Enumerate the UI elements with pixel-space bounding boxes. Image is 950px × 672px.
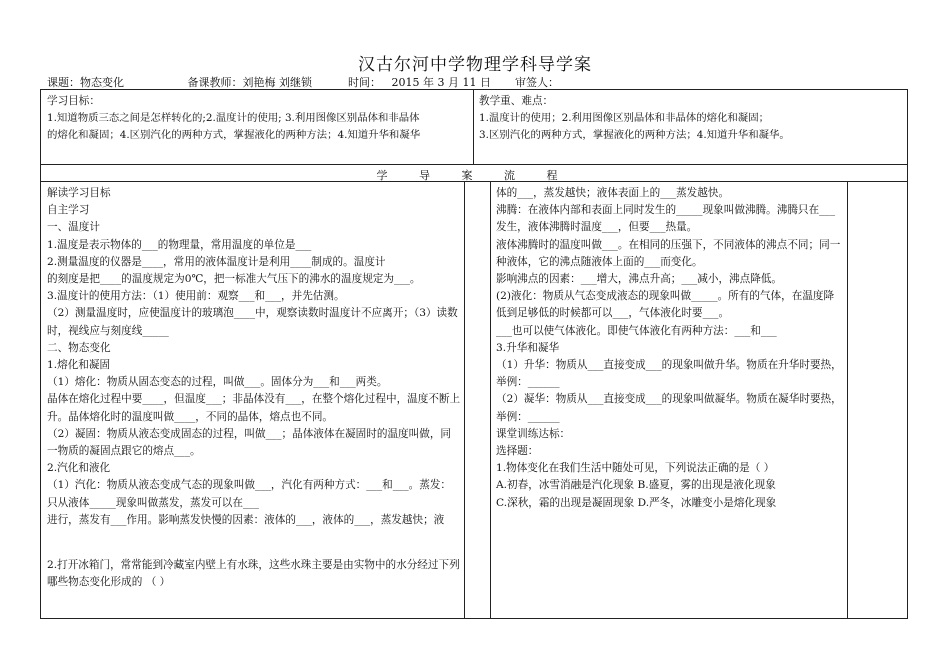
objectives-heading: 学习目标： [47, 95, 100, 107]
flow-heading: 学 导 案 流 程 [376, 169, 572, 182]
question-line: （1）熔化：物质从固态变态的过程，叫做___。固体分为___和___两类。 [47, 376, 388, 389]
left-column [47, 185, 461, 591]
key-points-heading: 教学重、难点： [479, 95, 554, 107]
section-heading: 一、温度计 [47, 221, 100, 234]
section-heading: 选择题： [496, 445, 539, 458]
objectives-line: 1.知道物质三态之间是怎样转化的;2.温度计的使用; 3.利用图像区别晶体和非晶体 [47, 112, 420, 125]
approver-label: 审签人： [515, 76, 559, 89]
time-label: 时间： [348, 76, 381, 89]
question-line: 的刻度是把____的温度规定为0℃，把一标准大气压下的沸水的温度规定为___。 [47, 273, 421, 286]
page-title: 汉古尔河中学物理学科导学案 [358, 55, 592, 75]
key-points-line: 3.区别汽化的两种方式，掌握液化的两种方法；4.知道升华和凝华。 [479, 129, 790, 142]
subsection-heading: 2.汽化和液化 [47, 462, 111, 475]
subsection-heading: 1.熔化和凝固 [47, 359, 111, 372]
subsection-heading: 3.升华和凝华 [496, 341, 560, 354]
option-line: A.初春，冰雪消融是汽化现象 B.盛夏，雾的出现是液化现象 [496, 479, 776, 492]
question-line: 液体沸腾时的温度叫做___。在相同的压强下，不同液体的沸点不同；同一种液体，它的沸点随液体上面的___而变化。 [496, 238, 841, 268]
option-line: C.深秋，霜的出现是凝固现象 D.严冬，冰雕变小是熔化现象 [496, 496, 777, 509]
question-line: （1）升华：物质从___直接变成___的现象叫做升华。物质在升华时要热，举例：______ [496, 359, 842, 389]
divider-line [464, 181, 465, 619]
key-points-line: 1.温度计的使用；2.利用图像区别晶体和非晶体的熔化和凝固； [479, 112, 769, 125]
question-line: 1.物体变化在我们生活中随处可见，下列说法正确的是（ ） [496, 462, 775, 475]
divider-line [490, 181, 491, 619]
right-column [496, 185, 844, 512]
question-line: 2.打开冰箱门，常常能到冷藏室内壁上有水珠，这些水珠主要是由实物中的水分经过下列哪些物态变化形成的 （ ） [47, 559, 460, 589]
key-points-cell [479, 93, 904, 145]
question-line: （1）汽化：物质从液态变成气态的现象叫做___，汽化有两种方式：___和___。蒸发：只从液体_____现象叫做蒸发，蒸发可以在___ [47, 479, 452, 509]
section-line: 解读学习目标 [47, 187, 111, 199]
time-value: 2015 年 3 月 11 日 [391, 76, 491, 89]
objectives-cell [47, 93, 469, 145]
question-line: 进行，蒸发有___作用。影响蒸发快慢的因素：液体的___，液体的___，蒸发越快；液 [47, 513, 445, 526]
teachers-label: 备课教师：刘艳梅 刘继锁 [187, 76, 312, 89]
objectives-line: 的熔化和凝固；4.区别汽化的两种方式，掌握液化的两种方法；4.知道升华和凝华 [47, 129, 421, 142]
question-line: 体的___，蒸发越快；液体表面上的___蒸发越快。 [496, 187, 730, 199]
section-line: 自主学习 [47, 204, 90, 217]
question-line: (2)液化：物质从气态变成液态的现象叫做_____。所有的气体，在温度降低到足够低的时候都可以___，气体液化时要___。 [496, 290, 835, 320]
divider-line [847, 181, 848, 619]
question-line: 2.测量温度的仪器是____，常用的液体温度计是利用____制成的。温度计 [47, 255, 386, 268]
section-heading: 二、物态变化 [47, 341, 111, 354]
divider-line [473, 89, 474, 164]
question-line: 晶体在熔化过程中要____，但温度___；非晶体没有___，在整个熔化过程中，温度不断上升。晶体熔化时的温度叫做____，不同的晶体，熔点也不同。 [47, 393, 461, 423]
question-line: ___也可以使气体液化。即使气体液化有两种方法：___和___ [496, 324, 777, 337]
question-line: 沸腾：在液体内部和表面上同时发生的_____现象叫做沸腾。沸腾只在___发生，液体沸腾时温度___，但要___热量。 [496, 204, 835, 234]
question-line: （2）凝华：物质从___直接变成___的现象叫做凝华。物质在凝华时要热，举例：______ [496, 393, 842, 423]
question-line: 3.温度计的使用方法：（1）使用前：观察___和___，并先估测。 [47, 290, 345, 303]
question-line: （2）凝固：物质从液态变成固态的过程，叫做___；晶体液体在凝固时的温度叫做，同一物质的凝固点跟它的熔点___。 [47, 427, 452, 458]
section-heading: 课堂训练达标： [496, 427, 571, 440]
question-line: 影响沸点的因素：___增大，沸点升高；___减小，沸点降低。 [496, 273, 783, 286]
divider-line [40, 164, 908, 165]
question-line: （2）测量温度时，应使温度计的玻璃泡____中，观察读数时温度计不应离开；（3）读数时，视线应与刻度线_____ [47, 307, 458, 337]
meta-row [47, 74, 559, 90]
topic-label: 课题：物态变化 [47, 76, 124, 89]
question-line: 1.温度是表示物体的___的物理量，常用温度的单位是___ [47, 238, 312, 251]
